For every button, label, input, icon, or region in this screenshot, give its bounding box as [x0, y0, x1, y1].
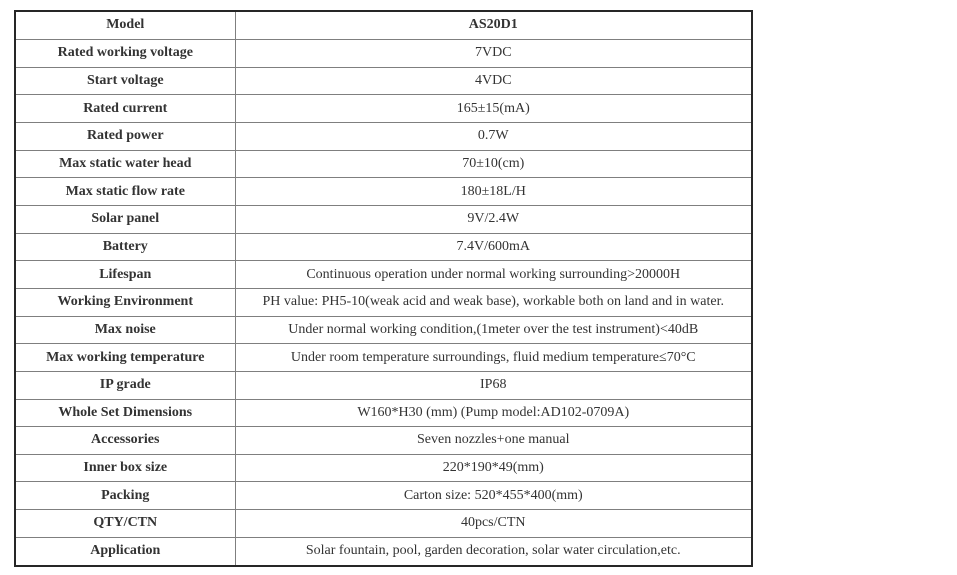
spec-table-body [15, 11, 752, 566]
spec-label: Model [15, 11, 235, 39]
spec-value: PH value: PH5-10(weak acid and weak base), workable both on land and in water. [235, 288, 752, 316]
spec-value: 4VDC [235, 67, 752, 95]
table-row [15, 11, 752, 39]
spec-label: Battery [15, 233, 235, 261]
table-row [15, 122, 752, 150]
table-row [15, 399, 752, 427]
table-row [15, 233, 752, 261]
spec-value: IP68 [235, 371, 752, 399]
spec-value: AS20D1 [235, 11, 752, 39]
spec-label: Inner box size [15, 454, 235, 482]
spec-label: Packing [15, 482, 235, 510]
spec-label: Rated power [15, 122, 235, 150]
spec-label: Max noise [15, 316, 235, 344]
table-row [15, 95, 752, 123]
table-row [15, 261, 752, 289]
spec-value: 70±10(cm) [235, 150, 752, 178]
spec-label: Max working temperature [15, 344, 235, 372]
table-row [15, 178, 752, 206]
spec-label: Max static water head [15, 150, 235, 178]
table-row [15, 482, 752, 510]
spec-value: 7VDC [235, 39, 752, 67]
table-row [15, 288, 752, 316]
spec-label: Whole Set Dimensions [15, 399, 235, 427]
spec-value: Under room temperature surroundings, fluid medium temperature≤70°C [235, 344, 752, 372]
spec-label: QTY/CTN [15, 510, 235, 538]
spec-value: Under normal working condition,(1meter over the test instrument)<40dB [235, 316, 752, 344]
spec-label: Rated working voltage [15, 39, 235, 67]
spec-label: Accessories [15, 427, 235, 455]
spec-label: Max static flow rate [15, 178, 235, 206]
table-row [15, 316, 752, 344]
table-row [15, 150, 752, 178]
table-row [15, 39, 752, 67]
spec-label: Solar panel [15, 205, 235, 233]
spec-label: IP grade [15, 371, 235, 399]
table-row [15, 537, 752, 566]
spec-label: Rated current [15, 95, 235, 123]
spec-value: 9V/2.4W [235, 205, 752, 233]
spec-value: Continuous operation under normal working surrounding>20000H [235, 261, 752, 289]
table-row [15, 510, 752, 538]
table-row [15, 67, 752, 95]
spec-label: Application [15, 537, 235, 566]
spec-table [14, 10, 753, 567]
spec-value: 0.7W [235, 122, 752, 150]
table-row [15, 454, 752, 482]
table-row [15, 344, 752, 372]
spec-value: 220*190*49(mm) [235, 454, 752, 482]
spec-value: 180±18L/H [235, 178, 752, 206]
spec-value: Solar fountain, pool, garden decoration, solar water circulation,etc. [235, 537, 752, 566]
table-row [15, 205, 752, 233]
table-row [15, 427, 752, 455]
spec-label: Working Environment [15, 288, 235, 316]
spec-value: W160*H30 (mm) (Pump model:AD102-0709A) [235, 399, 752, 427]
spec-value: Carton size: 520*455*400(mm) [235, 482, 752, 510]
spec-value: 165±15(mA) [235, 95, 752, 123]
spec-label: Lifespan [15, 261, 235, 289]
table-row [15, 371, 752, 399]
spec-value: 40pcs/CTN [235, 510, 752, 538]
spec-label: Start voltage [15, 67, 235, 95]
spec-value: Seven nozzles+one manual [235, 427, 752, 455]
spec-value: 7.4V/600mA [235, 233, 752, 261]
